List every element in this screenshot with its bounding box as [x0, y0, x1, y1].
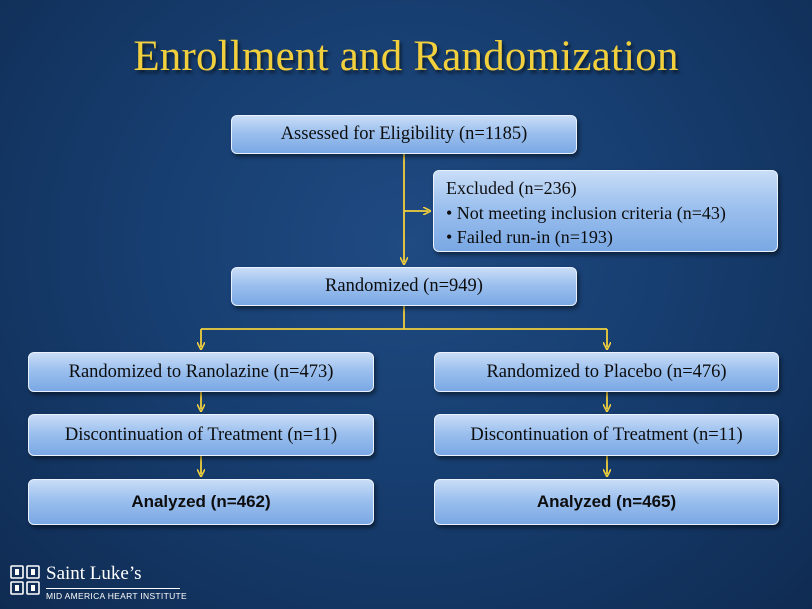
randomized-label: Randomized (n=949): [325, 276, 483, 296]
placebo-randomized-box: [434, 352, 779, 392]
placebo-discontinued-box: [434, 414, 779, 456]
randomized-box: [231, 267, 577, 306]
placebo-discontinued-label: Discontinuation of Treatment (n=11): [470, 424, 743, 445]
ranolazine-randomized-box: [28, 352, 374, 392]
ranolazine-analyzed-label: Analyzed (n=462): [131, 492, 271, 511]
placebo-analyzed-label: Analyzed (n=465): [536, 492, 677, 511]
placebo-analyzed-box: [434, 479, 779, 525]
saint-lukes-cross-icon: [10, 565, 40, 595]
ranolazine-discontinued-label: Discontinuation of Treatment (n=11): [64, 424, 338, 445]
ranolazine-randomized-label: Randomized to Ranolazine (n=473): [68, 361, 334, 382]
slide-title: Enrollment and Randomization: [133, 33, 679, 80]
logo-divider: [46, 588, 180, 589]
logo-name: Saint Luke’s: [46, 563, 142, 584]
saint-lukes-logo: [10, 563, 187, 605]
ranolazine-discontinued-box: [28, 414, 374, 456]
excluded-heading: Excluded (n=236): [446, 178, 577, 198]
assessed-label: Assessed for Eligibility (n=1185): [280, 124, 528, 144]
logo-subtitle: MID AMERICA HEART INSTITUTE: [46, 591, 187, 601]
assessed-box: [231, 115, 577, 154]
ranolazine-analyzed-box: [28, 479, 374, 525]
excluded-box: [433, 170, 778, 252]
excluded-item-run-in: • Failed run-in (n=193): [446, 227, 613, 247]
excluded-item-inclusion: • Not meeting inclusion criteria (n=43): [446, 202, 726, 223]
placebo-randomized-label: Randomized to Placebo (n=476): [486, 361, 727, 382]
